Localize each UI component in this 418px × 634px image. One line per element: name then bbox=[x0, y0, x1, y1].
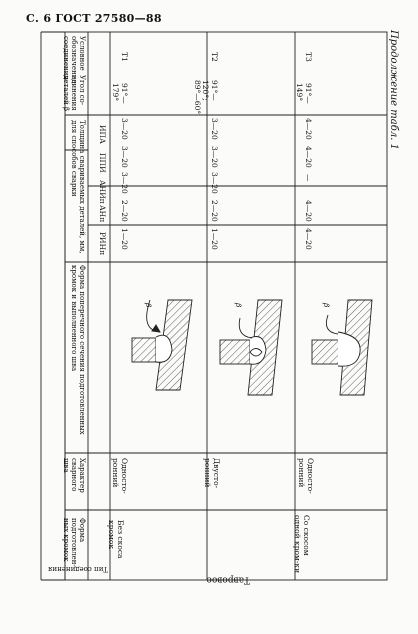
row1-thickness-2: 3—20 bbox=[120, 172, 129, 194]
col-header-weld-character: Характер сварного шва bbox=[61, 458, 86, 493]
row2-angle: 91°—120°; 89°—60° bbox=[192, 80, 219, 115]
row2-thickness-4: 3—20 bbox=[210, 118, 219, 140]
row2-thickness-3: 3—20 bbox=[210, 146, 219, 168]
method-header-1: АНп bbox=[98, 205, 107, 223]
row2-thickness-0: 1—20 bbox=[210, 228, 219, 250]
col-header-joint-type: Тип соединения bbox=[47, 565, 108, 574]
beta-label-row1: β bbox=[144, 303, 153, 308]
row1-character: Односто-ронний bbox=[111, 458, 129, 494]
row1-thickness-1: 2—20 bbox=[120, 200, 129, 222]
row3-designation: Т3 bbox=[304, 52, 313, 62]
table-continuation-caption: Продолжение табл. 1 bbox=[388, 30, 399, 150]
row2-character: Двусто-ронний bbox=[203, 458, 221, 489]
row2-thickness-2: 3—20 bbox=[210, 172, 219, 194]
method-header-2: АНИп bbox=[98, 180, 107, 204]
row1-shape: Без скоса кромок bbox=[107, 520, 125, 559]
row3-thickness-4: 4—20 bbox=[304, 118, 313, 140]
beta-label-row2: β bbox=[234, 303, 243, 308]
weld-section-row1 bbox=[132, 300, 192, 390]
row2-designation: Т2 bbox=[210, 52, 219, 62]
col-header-joint-shape: Форма подготовлен-ных кромок bbox=[61, 518, 86, 567]
row3-thickness-0: 4—20 bbox=[304, 228, 313, 250]
row1-angle: 91°—179° bbox=[111, 83, 129, 104]
weld-section-row2 bbox=[220, 300, 282, 395]
row1-thickness-4: 3—20 bbox=[120, 118, 129, 140]
weld-section-row3 bbox=[312, 300, 372, 395]
row2-thickness-1: 2—20 bbox=[210, 200, 219, 222]
row3-character: Односто-ронний bbox=[297, 458, 315, 494]
col-header-angle: Угол со-единения деталей β bbox=[61, 75, 86, 112]
row3-angle: 91°—149° bbox=[295, 83, 313, 104]
page-header: С. 6 ГОСТ 27580—88 bbox=[26, 12, 162, 25]
row1-designation: Т1 bbox=[120, 52, 129, 62]
row1-thickness-3: 3—20 bbox=[120, 146, 129, 168]
row1-thickness-0: 1—20 bbox=[120, 228, 129, 250]
row3-thickness-3: 4—20 bbox=[304, 146, 313, 168]
row3-thickness-1: 4—20 bbox=[304, 200, 313, 222]
row3-thickness-2: — bbox=[304, 174, 313, 182]
row3-shape: Со скосом одной кром-ки bbox=[293, 515, 311, 574]
method-header-4: ИПА bbox=[98, 125, 107, 144]
col-header-thickness: Толщина свариваемых деталей, мм, для способов сварки bbox=[69, 120, 86, 254]
col-header-section-shape: Форма поперечного сечения подготовленных кромок и выполненного шва bbox=[69, 265, 86, 435]
col-header-designation: Условное обозначение соединения bbox=[61, 36, 86, 84]
method-header-3: ППИ bbox=[98, 153, 107, 173]
method-header-0: РИНп bbox=[98, 232, 107, 256]
beta-label-row3: β bbox=[322, 303, 331, 308]
side-section-label: Тавровое bbox=[206, 574, 250, 585]
